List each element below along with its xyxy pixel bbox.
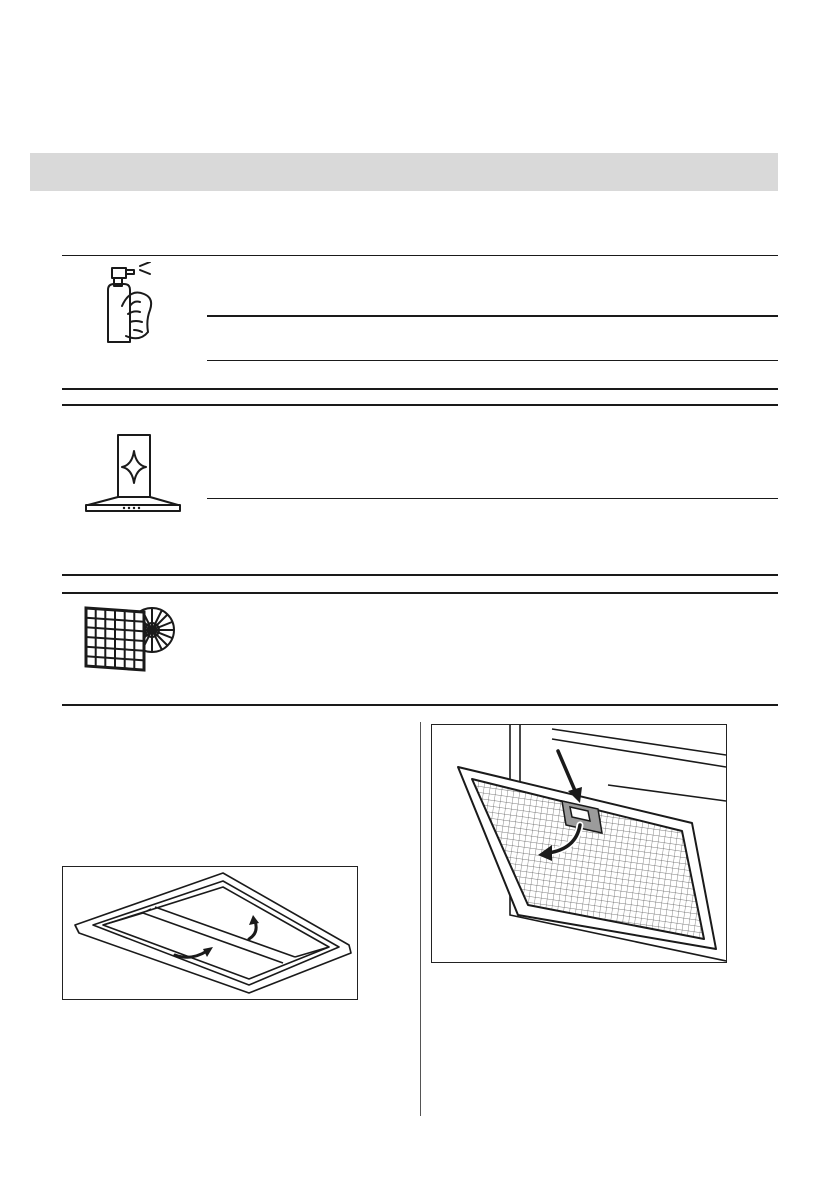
table-rule — [207, 315, 778, 317]
column-divider — [420, 722, 421, 1116]
table-rule — [62, 404, 778, 406]
table-rule — [62, 704, 778, 706]
table-rule — [207, 360, 778, 361]
cooker-hood-icon — [84, 433, 182, 513]
table-rule — [207, 498, 778, 499]
table-rule — [62, 388, 778, 390]
section-heading-bar — [30, 153, 778, 191]
grease-filter-figure — [431, 724, 727, 963]
spray-cloth-icon — [100, 262, 180, 346]
table-rule — [62, 592, 778, 594]
table-rule — [62, 574, 778, 576]
table-rule — [62, 255, 778, 256]
ceiling-hood-filter-figure — [62, 866, 358, 1000]
carbon-filter-icon — [82, 602, 176, 674]
